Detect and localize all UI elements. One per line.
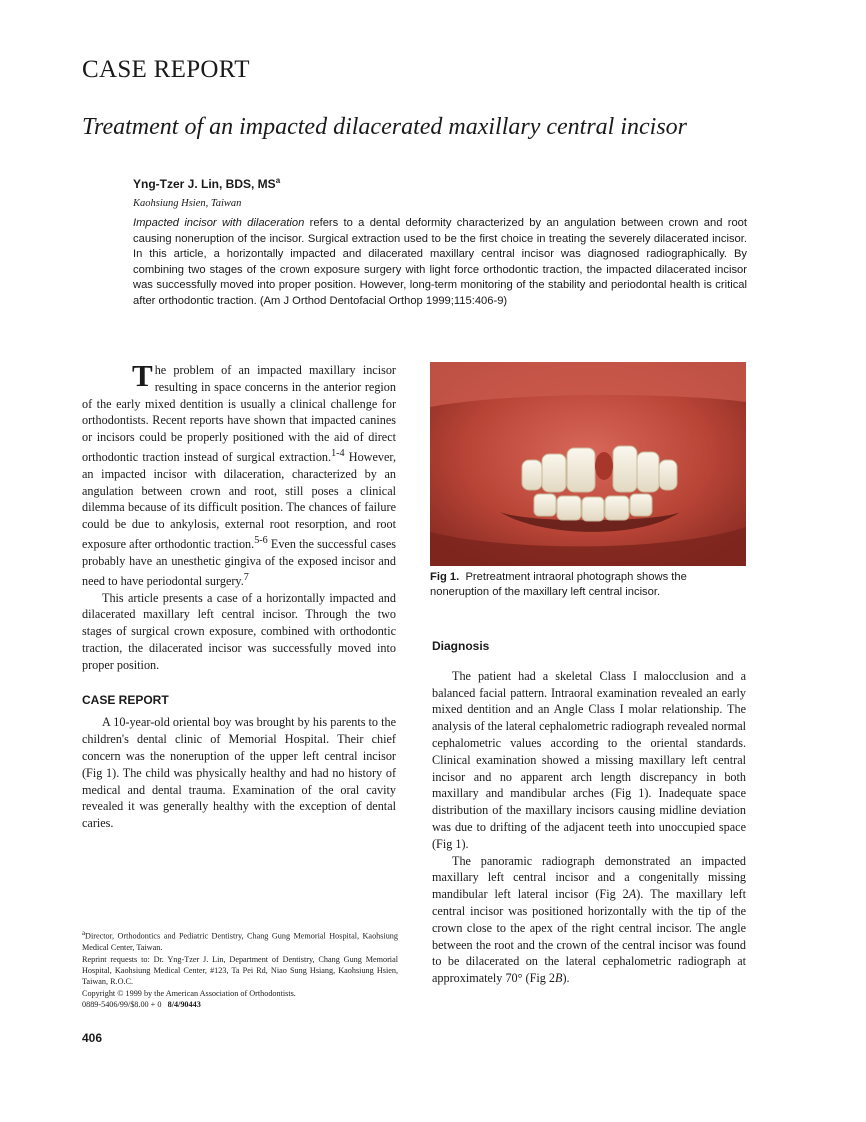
diagnosis-paragraph-1: The patient had a skeletal Class I malocclusion and a balanced facial pattern. Intraoral examination revealed an early mixed dentition and an Angle Class I molar relationship. The analysis of the lateral cephalometric radiograph revealed normal cephalometric values according to the oriental standards. Clinical examination showed a missing maxillary left central incisor and no apparent arch length discrepancy in both maxillary and mandibular arches (Fig 1). Inadequate space distribution of the maxillary incisors causing midline deviation was due to drifting of the adjacent teeth into unoccupied space (Fig 1). <box>432 668 746 851</box>
abstract-lead: Impacted incisor with dilaceration <box>133 217 305 229</box>
figure-label: Fig 1. <box>430 571 460 583</box>
intro-text-a: he problem of an impacted maxillary incisor resulting in space concerns in the anterior region of the early mixed dentition is usually a clinical challenge for orthodontists. Recent reports have shown that impacted canines or incisors could be properly positioned with the aid of direct orthodontic traction instead of surgical extraction. <box>82 363 396 465</box>
footnote-affiliation <box>82 928 398 954</box>
article-title: Treatment of an impacted dilacerated maxillary central incisor <box>82 114 688 140</box>
author-affiliation: Kaohsiung Hsien, Taiwan <box>133 198 242 209</box>
author-line <box>133 176 280 191</box>
figure-ref-letter: A <box>628 887 637 902</box>
citation-ref: 7 <box>243 571 249 583</box>
diagnosis-text-a: The panoramic radiograph demonstrated an impacted maxillary left central incisor and a congenitally missing mandibular left lateral incisor (Fig 2 <box>432 853 746 902</box>
diagnosis-heading: Diagnosis <box>432 639 490 653</box>
page-number: 406 <box>82 1031 103 1045</box>
footnote-code <box>82 999 398 1010</box>
footnote-reprint: Reprint requests to: Dr. Yng-Tzer J. Lin, Department of Dentistry, Chang Gung Memorial Hospital, Kaohsiung Medical Center, #123, Ta Pei Rd, Niao Sung Hsiang, Kaohsiung Hsien, Taiwan, R.O.C. <box>82 954 398 987</box>
author-sup: a <box>275 176 281 185</box>
figure-caption-text: Pretreatment intraoral photograph shows the noneruption of the maxillary left central incisor. <box>430 571 687 598</box>
footnote-sup: a <box>82 930 86 937</box>
footnote-copyright: Copyright © 1999 by the American Association of Orthodontists. <box>82 988 296 998</box>
intraoral-photo <box>430 362 746 566</box>
case-report-paragraph: A 10-year-old oriental boy was brought by his parents to the children's dental clinic of Memorial Hospital. Their chief concern was the noneruption of the upper left central incisor (Fig 1). The child was physically healthy and had no history of medical and dental trauma. Examination of the oral cavity revealed it was generally healthy with the exception of dental caries. <box>82 715 396 831</box>
diagnosis-text-c: ). <box>562 971 570 986</box>
diagnosis-text-b: ). The maxillary left central incisor was positioned horizontally with the tip of the crown close to the apex of the right central incisor. The angle between the root and the crown of the central incisor was found to be dilacerated on the lateral cephalometric radiograph at approximately 70° (Fig 2 <box>432 887 746 986</box>
footnote-code-bold: 8/4/90443 <box>167 1000 201 1010</box>
abstract <box>133 216 747 309</box>
drop-cap: T <box>132 358 153 393</box>
citation-ref: 1-4 <box>331 447 345 459</box>
section-label: CASE REPORT <box>82 56 250 83</box>
intro-text-c: Even the successful cases probably have an unesthetic gingiva of the exposed incisor and need to have periodontal surgery. <box>82 537 397 588</box>
footnote-affiliation-text: Director, Orthodontics and Pediatric Dentistry, Chang Gung Memorial Hospital, Kaohsiung Medical Center, Taiwan. <box>82 931 398 953</box>
figure-caption <box>430 570 746 600</box>
intro-text-b: However, an impacted incisor with dilaceration, characterized by an angulation between crown and root, still poses a clinical dilemma because of its difficult position. The chances of failure could be due to ankylosis, external root resorption, and root exposure after orthodontic traction. <box>82 450 397 552</box>
footnotes <box>82 928 398 1011</box>
left-column <box>82 358 397 832</box>
abstract-body: refers to a dental deformity characterized by an angulation between crown and root causing noneruption of the incisor. Surgical extraction used to be the first choice in treating the severely dilacerated incisor. In this article, a horizontally impacted and dilacerated maxillary central incisor was diagnosed radiographically. By combining two stages of the crown exposure surgery with light force orthodontic traction, the impacted dilacerated incisor was successfully moved into proper position. However, long-term monitoring of the stability and periodontal health is critical after orthodontic traction. (Am J Orthod Dentofacial Orthop 1999;115:406-9) <box>133 217 748 307</box>
intro-paragraph-1 <box>82 358 397 590</box>
citation-ref: 5-6 <box>254 535 268 547</box>
intraoral-photo-illustration <box>430 362 746 566</box>
author-name: Yng-Tzer J. Lin, BDS, MS <box>133 177 276 191</box>
right-column <box>432 638 746 987</box>
figure-ref-letter: B <box>555 971 563 986</box>
footnote-code-text: 0889-5406/99/$8.00 + 0 <box>82 1000 162 1010</box>
intro-paragraph-2: This article presents a case of a horizontally impacted and dilacerated maxillary left central incisor. Through the two stages of surgical crown exposure, combined with orthodontic traction, the dilacerated incisor was successfully moved into proper position. <box>82 590 396 672</box>
case-report-heading: CASE REPORT <box>82 692 169 707</box>
diagnosis-paragraph-2 <box>432 853 746 987</box>
